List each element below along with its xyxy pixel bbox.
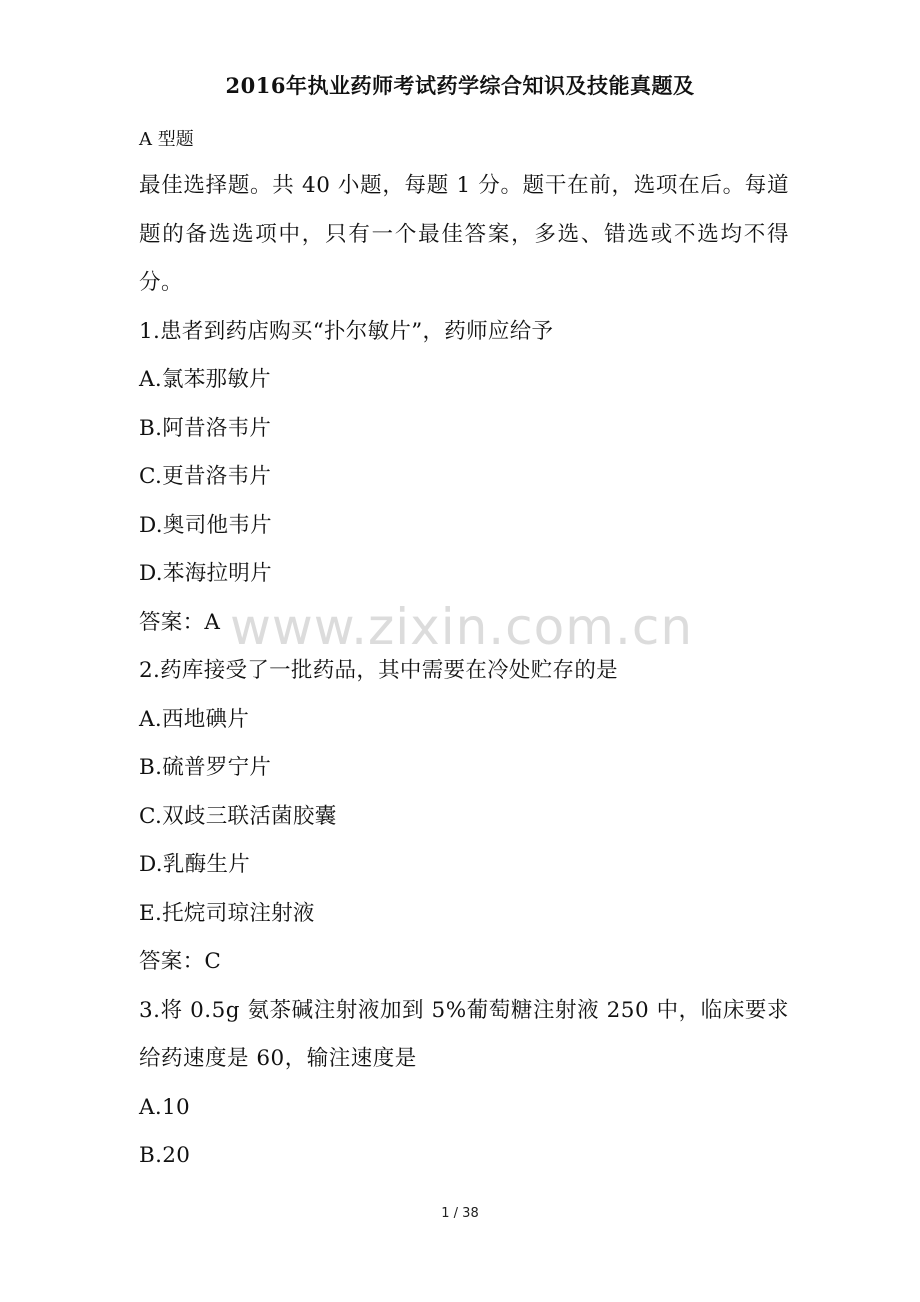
option: E.托烷司琼注射液 [139, 900, 315, 926]
section-heading: A 型题 [139, 129, 194, 150]
option: A.西地碘片 [139, 706, 250, 732]
watermark: www.zixin.com.cn [230, 598, 694, 656]
option: A.10 [139, 1094, 190, 1120]
document-body [139, 120, 789, 1181]
option: C.双歧三联活菌胶囊 [139, 803, 337, 829]
option: A.氯苯那敏片 [139, 367, 271, 392]
page-number: 1 / 38 [441, 1206, 479, 1221]
question-stem: 2.药库接受了一批药品，其中需要在冷处贮存的是 [139, 658, 618, 683]
option: D.苯海拉明片 [139, 561, 272, 586]
option: B.20 [139, 1143, 191, 1168]
question-stem: 1.患者到药店购买“扑尔敏片”，药师应给予 [139, 318, 554, 344]
option: D.奥司他韦片 [139, 512, 272, 538]
question-3 [139, 987, 789, 1181]
option: C.更昔洛韦片 [139, 464, 272, 489]
answer: 答案：A [139, 609, 221, 635]
instructions-paragraph: 最佳选择题。共 40 小题，每题 1 分。题干在前，选项在后。每道题的备选选项中，只有一个最佳答案，多选、错选或不选均不得分。 [139, 173, 789, 295]
question-stem: 3.将 0.5g 氨茶碱注射液加到 5%葡萄糖注射液 250 中，临床要求给药速度是 60，输注速度是 [139, 997, 789, 1071]
question-2 [139, 647, 789, 987]
option: D.乳酶生片 [139, 852, 251, 877]
option: B.硫普罗宁片 [139, 755, 272, 780]
answer: 答案：C [139, 949, 222, 974]
document-title: 2016年执业药师考试药学综合知识及技能真题及 [225, 73, 695, 98]
option: B.阿昔洛韦片 [139, 415, 272, 441]
question-1 [139, 308, 789, 648]
